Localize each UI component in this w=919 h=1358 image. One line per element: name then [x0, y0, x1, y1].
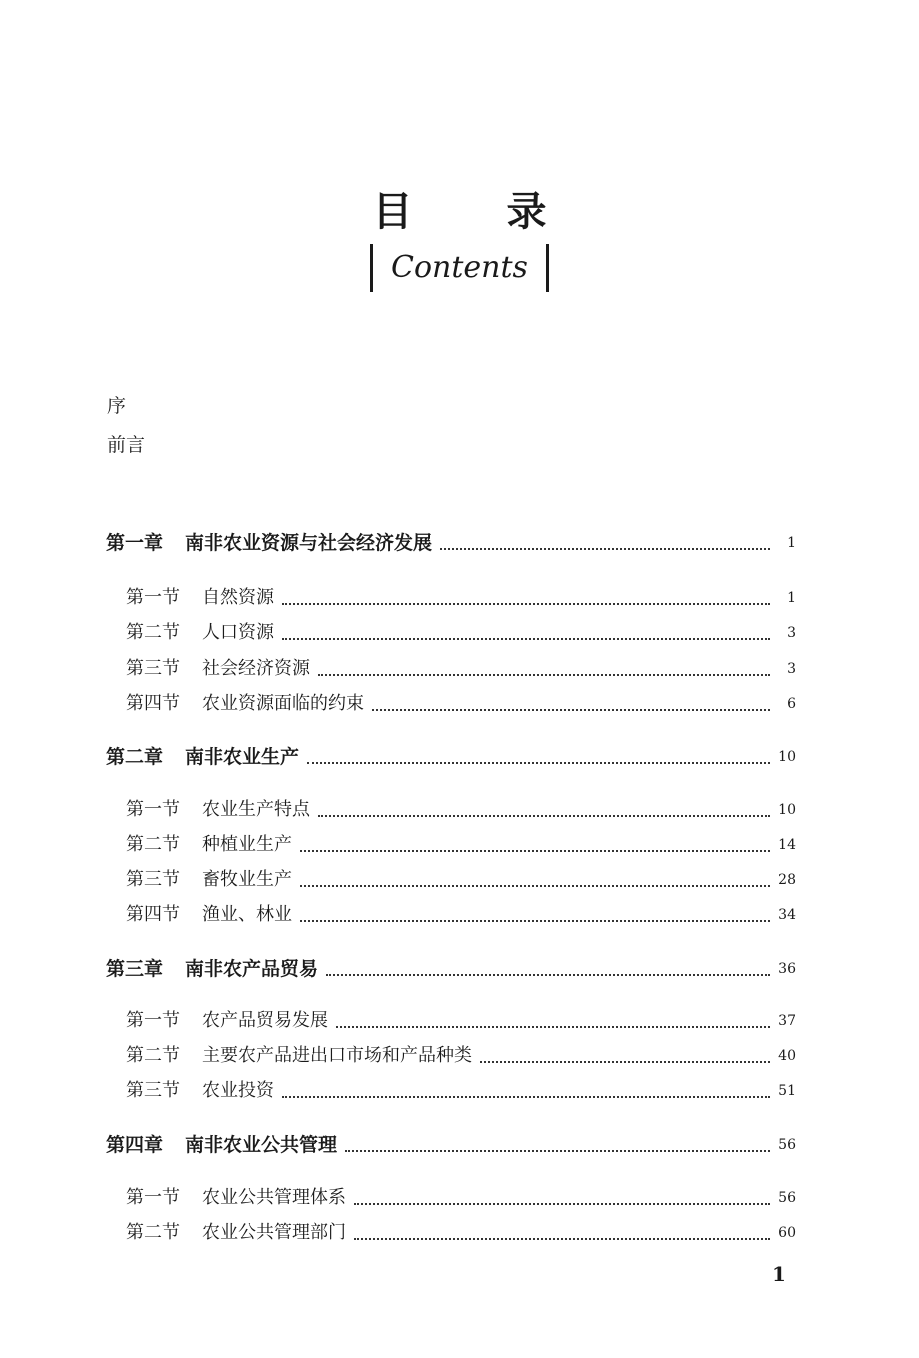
dot-leader	[282, 602, 770, 605]
section-title: 主要农产品进出口市场和产品种类	[202, 1045, 472, 1066]
page-number: 56	[778, 1137, 796, 1153]
page-number: 1	[787, 535, 796, 551]
dot-leader	[300, 884, 770, 887]
chapter-title: 南非农业资源与社会经济发展	[185, 532, 433, 554]
dot-leader	[318, 814, 770, 817]
front-matter-preface[interactable]: 序	[107, 395, 127, 417]
section-label: 第二节	[126, 622, 180, 643]
toc-section-4-1[interactable]	[126, 1183, 796, 1211]
section-title: 农业公共管理部门	[202, 1222, 346, 1243]
dot-leader	[372, 708, 770, 711]
front-matter-foreword[interactable]: 前言	[107, 434, 146, 456]
chapter-label: 第一章	[106, 532, 164, 554]
page-number: 51	[778, 1083, 796, 1099]
section-label: 第三节	[126, 869, 180, 890]
page-number: 60	[778, 1225, 796, 1241]
subtitle-right-bar	[546, 244, 549, 292]
page-number: 28	[778, 872, 796, 888]
page-number: 1	[787, 590, 796, 606]
section-title: 农业生产特点	[202, 799, 310, 820]
toc-section-2-3[interactable]	[126, 865, 796, 893]
dot-leader	[354, 1202, 770, 1205]
dot-leader	[318, 673, 770, 676]
section-label: 第四节	[126, 904, 180, 925]
page-number: 10	[778, 802, 796, 818]
dot-leader	[282, 1095, 770, 1098]
toc-section-4-2[interactable]	[126, 1218, 796, 1246]
chapter-label: 第二章	[106, 746, 164, 768]
toc-chapter-4[interactable]	[106, 1130, 796, 1158]
section-label: 第三节	[126, 1080, 180, 1101]
section-label: 第二节	[126, 1222, 180, 1243]
section-title: 农业公共管理体系	[202, 1187, 346, 1208]
section-label: 第三节	[126, 658, 180, 679]
chapter-title: 南非农业公共管理	[185, 1134, 338, 1156]
page-title: 目 录	[372, 188, 587, 235]
subtitle: Contents	[391, 250, 528, 285]
section-label: 第四节	[126, 693, 180, 714]
toc-section-3-3[interactable]	[126, 1076, 796, 1104]
section-label: 第二节	[126, 834, 180, 855]
page-number: 36	[778, 961, 796, 977]
toc-section-2-4[interactable]	[126, 900, 796, 928]
section-title: 农业资源面临的约束	[202, 693, 364, 714]
section-title: 渔业、林业	[202, 904, 292, 925]
section-label: 第一节	[126, 1187, 180, 1208]
page-number: 6	[787, 696, 796, 712]
section-label: 第一节	[126, 587, 180, 608]
dot-leader	[480, 1060, 770, 1063]
page-number: 40	[778, 1048, 796, 1064]
dot-leader	[440, 547, 770, 550]
toc-chapter-3[interactable]	[106, 954, 796, 982]
section-title: 自然资源	[202, 587, 274, 608]
section-title: 种植业生产	[202, 834, 292, 855]
toc-chapter-2[interactable]	[106, 742, 796, 770]
toc-section-1-4[interactable]	[126, 689, 796, 717]
toc-section-1-2[interactable]	[126, 618, 796, 646]
page-number: 14	[778, 837, 796, 853]
page-number: 56	[778, 1190, 796, 1206]
chapter-label: 第四章	[106, 1134, 164, 1156]
dot-leader	[354, 1237, 770, 1240]
dot-leader	[336, 1025, 770, 1028]
toc-section-2-2[interactable]	[126, 830, 796, 858]
section-label: 第一节	[126, 799, 180, 820]
toc-section-3-2[interactable]	[126, 1041, 796, 1069]
page-number: 34	[778, 907, 796, 923]
page-number: 3	[787, 625, 796, 641]
page-folio: 1	[772, 1262, 786, 1286]
dot-leader	[345, 1149, 770, 1152]
section-title: 农产品贸易发展	[202, 1010, 328, 1031]
dot-leader	[300, 849, 770, 852]
dot-leader	[300, 919, 770, 922]
section-title: 社会经济资源	[202, 658, 310, 679]
toc-section-3-1[interactable]	[126, 1006, 796, 1034]
section-title: 畜牧业生产	[202, 869, 292, 890]
section-title: 农业投资	[202, 1080, 274, 1101]
page-number: 10	[778, 749, 796, 765]
subtitle-block	[0, 244, 919, 292]
dot-leader	[307, 761, 770, 764]
toc-section-1-1[interactable]	[126, 583, 796, 611]
section-title: 人口资源	[202, 622, 274, 643]
toc-chapter-1[interactable]	[106, 528, 796, 556]
chapter-title: 南非农产品贸易	[185, 958, 319, 980]
page-number: 3	[787, 661, 796, 677]
chapter-label: 第三章	[106, 958, 164, 980]
toc-section-1-3[interactable]	[126, 654, 796, 682]
toc-section-2-1[interactable]	[126, 795, 796, 823]
page-number: 37	[778, 1013, 796, 1029]
section-label: 第一节	[126, 1010, 180, 1031]
dot-leader	[326, 973, 770, 976]
dot-leader	[282, 637, 770, 640]
section-label: 第二节	[126, 1045, 180, 1066]
chapter-title: 南非农业生产	[185, 746, 300, 768]
